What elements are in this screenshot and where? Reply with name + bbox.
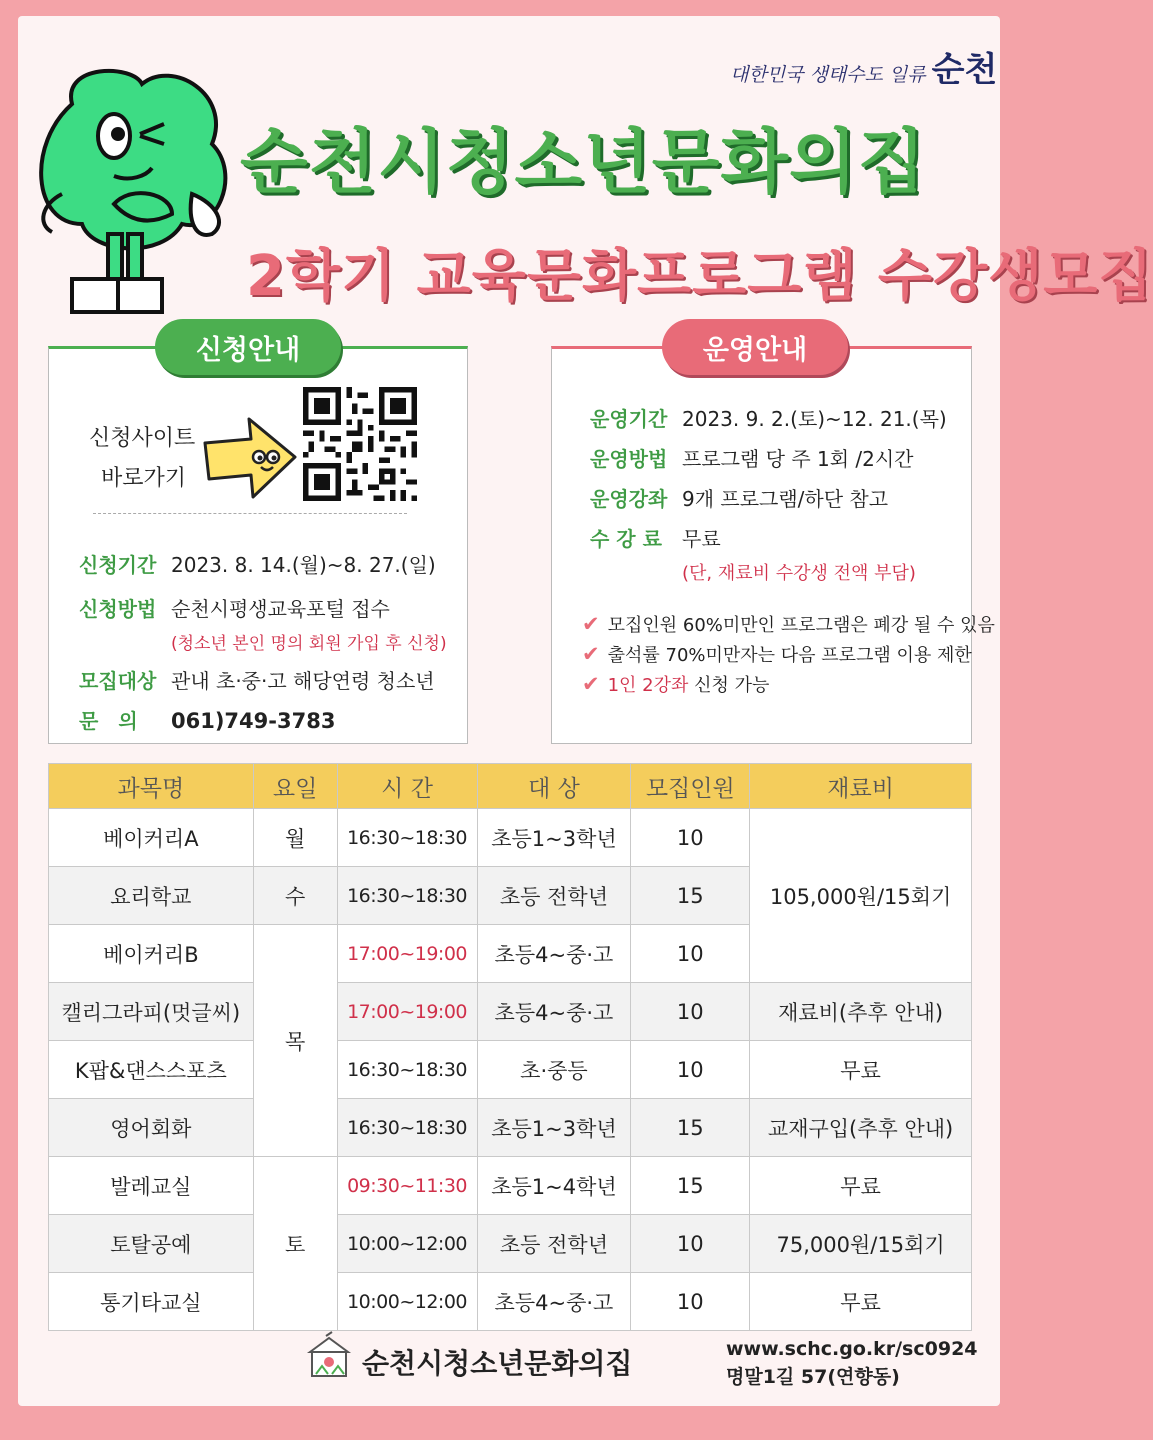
mascot-illustration	[22, 64, 242, 324]
apply-contact-label: 문 의	[79, 709, 138, 733]
cell-fee: 무료	[750, 1041, 972, 1099]
operation-courses-label: 운영강좌	[590, 487, 668, 511]
apply-info-panel	[48, 334, 468, 744]
check-icon: ✔	[582, 612, 600, 636]
table-row	[49, 1215, 972, 1273]
operation-fee-label: 수 강 료	[590, 527, 662, 551]
cell-capacity: 10	[631, 1041, 750, 1099]
cell-capacity: 10	[631, 1273, 750, 1331]
page-title: 순천시청소년문화의집	[240, 121, 927, 203]
cell-capacity: 10	[631, 809, 750, 867]
cell-time: 16:30~18:30	[337, 1099, 477, 1157]
apply-period-label: 신청기간	[79, 553, 157, 577]
cell-subject: 발레교실	[49, 1157, 254, 1215]
slogan-text: 대한민국 생태수도 일류	[730, 64, 926, 86]
table-row	[49, 1157, 972, 1215]
site-label-line1: 신청사이트	[89, 426, 196, 451]
cell-fee: 무료	[750, 1157, 972, 1215]
cell-capacity: 10	[631, 925, 750, 983]
cell-target: 초등1~3학년	[477, 809, 631, 867]
table-header-row	[49, 764, 972, 809]
notice-item	[582, 671, 769, 697]
cell-subject: 영어회화	[49, 1099, 254, 1157]
cell-time: 10:00~12:00	[337, 1215, 477, 1273]
cell-subject: K팝&댄스스포츠	[49, 1041, 254, 1099]
apply-contact-row	[79, 705, 335, 734]
apply-method-value: 순천시평생교육포털 접수	[171, 597, 390, 621]
cell-fee: 교재구입(추후 안내)	[750, 1099, 972, 1157]
cell-target: 초등1~4학년	[477, 1157, 631, 1215]
apply-info-heading: 신청안내	[155, 319, 341, 375]
notice-text: 출석률 70%미만자는 다음 프로그램 이용 제한	[607, 645, 972, 666]
apply-contact-value: 061)749-3783	[171, 709, 336, 733]
table-row	[49, 983, 972, 1041]
apply-site-link[interactable]	[89, 419, 195, 499]
cell-capacity: 15	[631, 867, 750, 925]
cell-subject: 요리학교	[49, 867, 254, 925]
notice-text: 모집인원 60%미만인 프로그램은 폐강 될 수 있음	[607, 615, 995, 636]
table-row	[49, 1041, 972, 1099]
cell-time: 16:30~18:30	[337, 1041, 477, 1099]
cell-subject: 캘리그라피(멋글씨)	[49, 983, 254, 1041]
apply-target-value: 관내 초·중·고 해당연령 청소년	[171, 669, 435, 693]
header-time: 시 간	[337, 764, 477, 809]
footer-website-link[interactable]: www.schc.go.kr/sc0924	[726, 1338, 978, 1360]
cell-fee: 105,000원/15회기	[750, 809, 972, 983]
page-subtitle: 2학기 교육문화프로그램 수강생모집	[246, 244, 1153, 309]
header-day: 요일	[253, 764, 337, 809]
cell-time: 09:30~11:30	[337, 1157, 477, 1215]
operation-period-value: 2023. 9. 2.(토)~12. 21.(목)	[682, 407, 947, 431]
cell-day: 목	[253, 925, 337, 1157]
cell-target: 초등 전학년	[477, 1215, 631, 1273]
cell-day: 수	[253, 867, 337, 925]
operation-info-panel	[551, 334, 995, 744]
cell-time: 10:00~12:00	[337, 1273, 477, 1331]
cell-subject: 베이커리B	[49, 925, 254, 983]
cell-capacity: 10	[631, 1215, 750, 1273]
city-slogan	[730, 42, 997, 91]
apply-target-label: 모집대상	[79, 669, 157, 693]
header-capacity: 모집인원	[631, 764, 750, 809]
cell-fee: 75,000원/15회기	[750, 1215, 972, 1273]
operation-period-label: 운영기간	[590, 407, 668, 431]
table-row	[49, 1273, 972, 1331]
cell-time: 16:30~18:30	[337, 809, 477, 867]
footer-center-name: 순천시청소년문화의집	[362, 1347, 633, 1380]
table-row	[49, 1099, 972, 1157]
apply-method-note: (청소년 본인 명의 회원 가입 후 신청)	[171, 634, 447, 654]
check-icon: ✔	[582, 642, 600, 666]
operation-method-row	[590, 443, 914, 472]
cell-capacity: 10	[631, 983, 750, 1041]
program-schedule-table	[48, 763, 972, 1331]
cell-capacity: 15	[631, 1099, 750, 1157]
operation-courses-value: 9개 프로그램/하단 참고	[682, 487, 889, 511]
operation-fee-note: (단, 재료비 수강생 전액 부담)	[682, 563, 916, 584]
notice-text: 신청 가능	[688, 675, 770, 696]
header-target: 대 상	[477, 764, 631, 809]
operation-method-value: 프로그램 당 주 1회 /2시간	[682, 447, 914, 471]
operation-fee-value: 무료	[682, 527, 721, 551]
notice-item	[582, 611, 995, 637]
cell-target: 초·중등	[477, 1041, 631, 1099]
cell-subject: 베이커리A	[49, 809, 254, 867]
cell-capacity: 15	[631, 1157, 750, 1215]
notice-item	[582, 641, 972, 667]
arrow-right-icon	[199, 413, 299, 503]
notice-highlight: 1인 2강좌	[607, 675, 689, 696]
cell-time: 16:30~18:30	[337, 867, 477, 925]
check-icon: ✔	[582, 672, 600, 696]
header-subject: 과목명	[49, 764, 254, 809]
cell-target: 초등4~중·고	[477, 983, 631, 1041]
apply-method-row	[79, 593, 390, 622]
table-row	[49, 809, 972, 867]
cell-target: 초등 전학년	[477, 867, 631, 925]
header-material-fee: 재료비	[750, 764, 972, 809]
cell-time: 17:00~19:00	[337, 925, 477, 983]
section-divider	[93, 513, 407, 514]
qr-code-icon[interactable]	[303, 387, 417, 501]
cell-time: 17:00~19:00	[337, 983, 477, 1041]
footer-address: 명말1길 57(연향동)	[726, 1366, 900, 1388]
apply-period-row	[79, 549, 436, 578]
cell-subject: 통기타교실	[49, 1273, 254, 1331]
cell-subject: 토탈공예	[49, 1215, 254, 1273]
center-logo-icon	[302, 1330, 356, 1384]
apply-target-row	[79, 665, 435, 694]
cell-day: 월	[253, 809, 337, 867]
operation-method-label: 운영방법	[590, 447, 668, 471]
operation-period-row	[590, 403, 947, 432]
apply-method-label: 신청방법	[79, 597, 157, 621]
operation-info-heading: 운영안내	[662, 319, 848, 375]
apply-period-value: 2023. 8. 14.(월)~8. 27.(일)	[171, 553, 436, 577]
cell-target: 초등1~3학년	[477, 1099, 631, 1157]
operation-fee-row	[590, 523, 721, 552]
operation-courses-row	[590, 483, 888, 512]
site-label-line2: 바로가기	[101, 466, 187, 491]
city-brand-logo: 순천	[931, 50, 998, 90]
cell-fee: 재료비(추후 안내)	[750, 983, 972, 1041]
cell-target: 초등4~중·고	[477, 1273, 631, 1331]
cell-day: 토	[253, 1157, 337, 1331]
cell-target: 초등4~중·고	[477, 925, 631, 983]
cell-fee: 무료	[750, 1273, 972, 1331]
